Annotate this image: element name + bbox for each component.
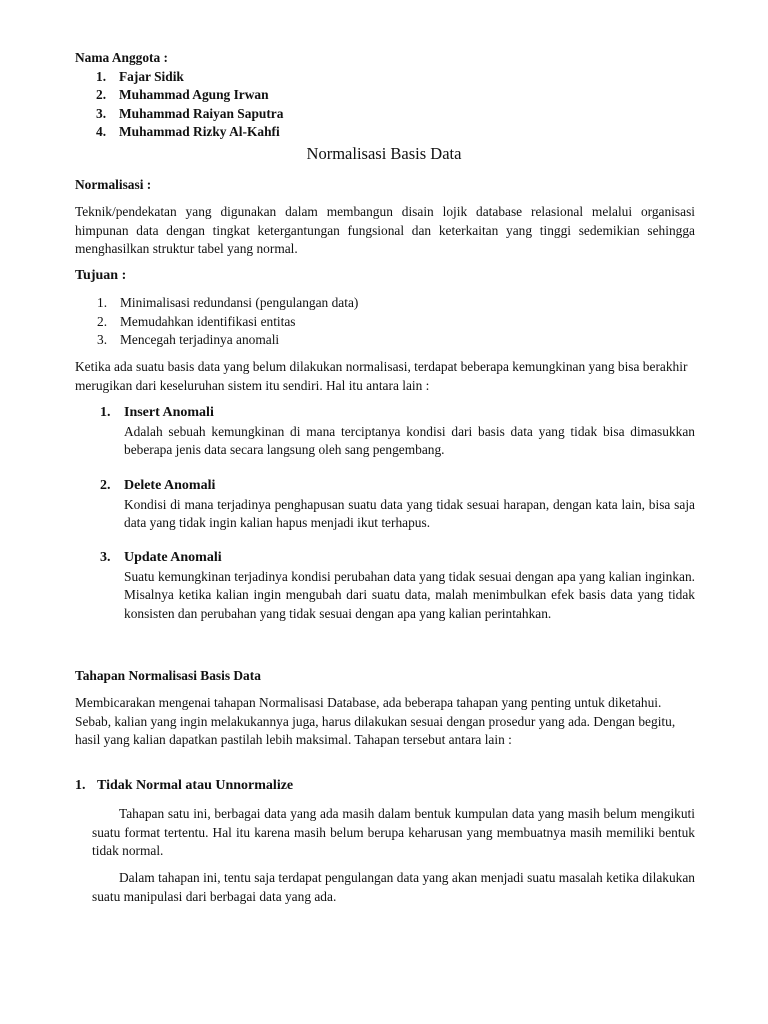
anomaly-item (100, 549, 695, 623)
anomaly-text: Kondisi di mana terjadinya penghapusan suatu data yang tidak sesuai harapan, dengan kata lain, bisa saja data yang tidak ingin kalian hapus menjadi ikut terhapus. (124, 496, 695, 530)
member-name: Muhammad Raiyan Saputra (119, 105, 284, 121)
member-number: 1. (96, 68, 107, 84)
member-number: 3. (96, 105, 107, 121)
member-item (75, 105, 475, 124)
anomaly-text: Adalah sebuah kemungkinan di mana terciptanya kondisi dari basis data yang tidak bisa dimasukkan beberapa jenis data secara langsung oleh sang pengembang. (124, 423, 695, 457)
tujuan-item (97, 331, 597, 350)
member-item (75, 86, 475, 105)
stage-paragraph-2: Dalam tahapan ini, tentu saja terdapat pengulangan data yang akan menjadi suatu masalah ketika dilakukan suatu manipulasi dari berbagai data yang ada. (92, 870, 695, 904)
member-list (75, 49, 475, 142)
intro-paragraph: Ketika ada suatu basis data yang belum dilakukan normalisasi, terdapat beberapa kemungkinan yang bisa berakhir merugikan dari keseluruhan sistem itu sendiri. Hal itu antara lain : (75, 359, 688, 393)
member-name: Muhammad Rizky Al-Kahfi (119, 124, 280, 139)
tujuan-heading: Tujuan : (75, 268, 127, 283)
tujuan-text: Mencegah terjadinya anomali (120, 332, 280, 347)
tujuan-list (97, 294, 597, 350)
tujuan-item (97, 313, 597, 332)
tujuan-number: 2. (97, 313, 108, 329)
anomaly-title (100, 404, 695, 423)
member-name: Muhammad Agung Irwan (119, 87, 269, 102)
anomaly-title-text: Delete Anomali (124, 478, 216, 493)
stage-paragraph-1: Tahapan satu ini, berbagai data yang ada masih dalam bentuk kumpulan data yang masih belum mengikuti suatu format tertentu. Hal itu karena masih belum berupa keharusan yang membuatnya masih memiliki bentuk tidak normal. (92, 806, 695, 858)
tahapan-text: Membicarakan mengenai tahapan Normalisasi Database, ada beberapa tahapan yang penting untuk diketahui. Sebab, kalian yang ingin melakukannya juga, harus dilakukan sesuai dengan prosedur yang ada. Dengan begitu, hasil yang kalian dapatkan pastilah lebih maksimal. Tahapan tersebut antara lain : (75, 695, 676, 747)
anomaly-title-text: Update Anomali (124, 550, 222, 565)
anomaly-title-text: Insert Anomali (124, 405, 214, 420)
member-item (75, 123, 475, 142)
tujuan-number: 3. (97, 332, 108, 347)
stage-title-text: Tidak Normal atau Unnormalize (97, 778, 294, 793)
anomaly-title (100, 477, 695, 496)
normalisasi-heading: Normalisasi : (75, 177, 152, 192)
anomaly-item (100, 477, 695, 533)
member-list-label: Nama Anggota : (75, 50, 168, 65)
stage-heading (75, 777, 695, 796)
anomaly-number: 1. (100, 405, 111, 420)
tujuan-number: 1. (97, 295, 108, 310)
anomaly-number: 3. (100, 550, 111, 565)
anomaly-item (100, 404, 695, 460)
member-number: 4. (96, 124, 107, 139)
stage-title (75, 777, 695, 796)
member-item (75, 68, 475, 87)
tahapan-heading: Tahapan Normalisasi Basis Data (75, 668, 261, 683)
tujuan-text: Memudahkan identifikasi entitas (120, 313, 296, 329)
document-title: Normalisasi Basis Data (306, 144, 462, 163)
member-number: 2. (96, 87, 107, 102)
anomaly-text: Suatu kemungkinan terjadinya kondisi perubahan data yang tidak sesuai dengan apa yang kalian inginkan. Misalnya ketika kalian ingin mengubah dari suatu data, malah menimbulkan efek basis data yang tidak konsisten dan perubahan yang tidak sesuai dengan apa yang kalian perintahkan. (124, 568, 695, 621)
anomaly-number: 2. (100, 478, 111, 493)
anomaly-title (100, 549, 695, 568)
member-name: Fajar Sidik (119, 68, 184, 84)
tujuan-text: Minimalisasi redundansi (pengulangan data) (120, 295, 359, 310)
stage-number: 1. (75, 778, 86, 793)
tujuan-item (97, 294, 597, 313)
normalisasi-text: Teknik/pendekatan yang digunakan dalam membangun disain lojik database relasional melalui organisasi himpunan data dengan tingkat ketergantungan fungsional dan keterkaitan yang tinggi sedemikian sehingga menghasilkan struktur tabel yang normal. (75, 204, 695, 256)
